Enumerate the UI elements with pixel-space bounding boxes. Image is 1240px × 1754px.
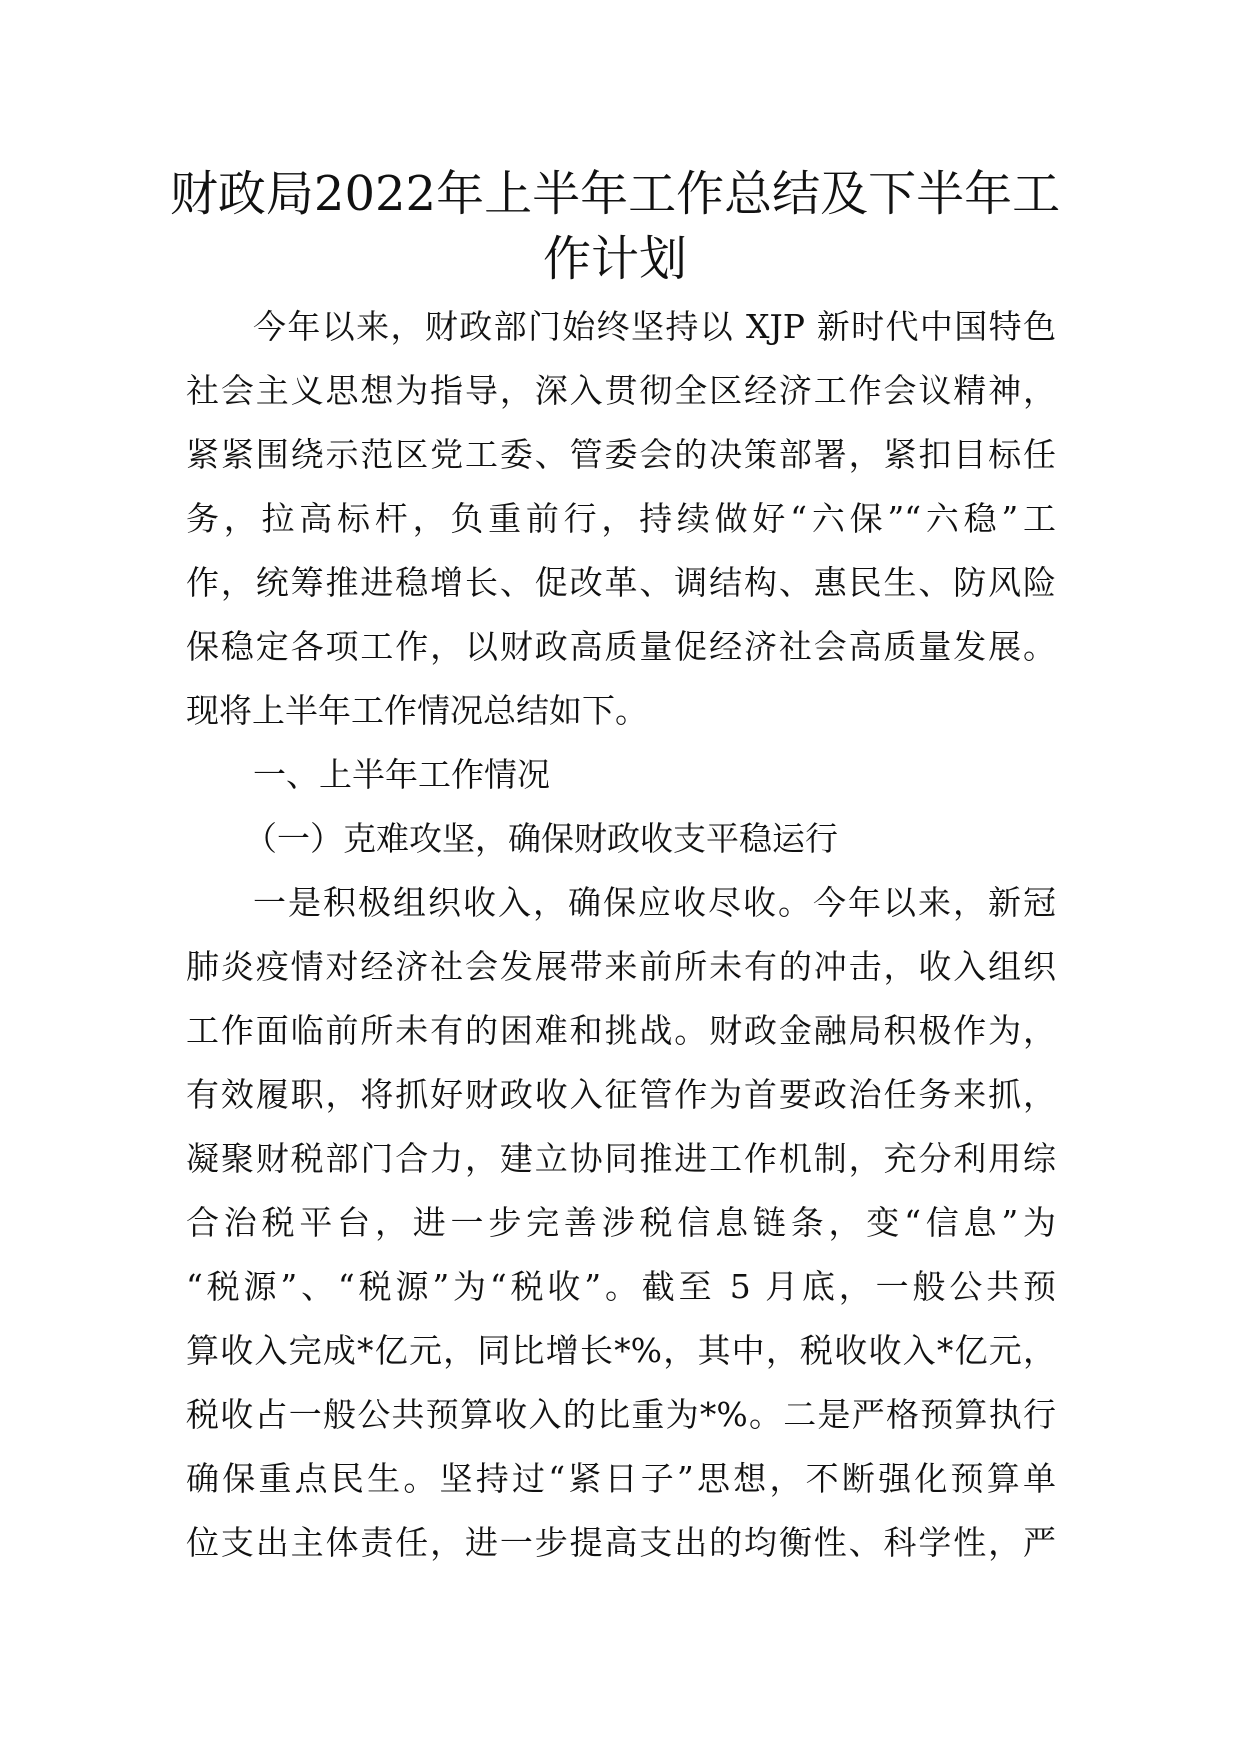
paragraph-line: 税收占一般公共预算收入的比重为*%。二是严格预算执行 bbox=[186, 1395, 1056, 1434]
paragraph-line: 算收入完成*亿元，同比增长*%，其中，税收收入*亿元， bbox=[186, 1331, 1056, 1370]
section-heading: 一、上半年工作情况 bbox=[253, 755, 550, 794]
paragraph-line: 现将上半年工作情况总结如下。 bbox=[186, 691, 648, 730]
document-title bbox=[150, 162, 1080, 292]
subsection-heading: （一）克难攻坚，确保财政收支平稳运行 bbox=[244, 819, 838, 858]
paragraph-line: 合治税平台，进一步完善涉税信息链条，变“信息”为 bbox=[186, 1203, 1056, 1242]
paragraph-line: 确保重点民生。坚持过“紧日子”思想，不断强化预算单 bbox=[186, 1459, 1056, 1498]
paragraph-line: 位支出主体责任，进一步提高支出的均衡性、科学性，严 bbox=[186, 1523, 1056, 1562]
title-line-1: 财政局2022年上半年工作总结及下半年工 bbox=[169, 166, 1061, 222]
paragraph-line: 务，拉高标杆，负重前行，持续做好“六保”“六稳”工 bbox=[186, 499, 1056, 538]
paragraph-line: 凝聚财税部门合力，建立协同推进工作机制，充分利用综 bbox=[186, 1139, 1056, 1178]
paragraph-line: 保稳定各项工作，以财政高质量促经济社会高质量发展。 bbox=[186, 627, 1056, 666]
paragraph-line: “税源”、“税源”为“税收”。截至 5 月底，一般公共预 bbox=[186, 1267, 1056, 1306]
paragraph-line: 紧紧围绕示范区党工委、管委会的决策部署，紧扣目标任 bbox=[186, 435, 1056, 474]
paragraph-line: 工作面临前所未有的困难和挑战。财政金融局积极作为， bbox=[186, 1011, 1056, 1050]
paragraph-line: 一是积极组织收入，确保应收尽收。今年以来，新冠 bbox=[253, 883, 1056, 922]
paragraph-line: 今年以来，财政部门始终坚持以 XJP 新时代中国特色 bbox=[253, 307, 1056, 346]
paragraph-line: 社会主义思想为指导，深入贯彻全区经济工作会议精神， bbox=[186, 371, 1056, 410]
paragraph-line: 有效履职，将抓好财政收入征管作为首要政治任务来抓， bbox=[186, 1075, 1056, 1114]
title-line-2: 作计划 bbox=[542, 231, 687, 287]
paragraph-line: 肺炎疫情对经济社会发展带来前所未有的冲击，收入组织 bbox=[186, 947, 1056, 986]
paragraph-line: 作，统筹推进稳增长、促改革、调结构、惠民生、防风险 bbox=[186, 563, 1056, 602]
